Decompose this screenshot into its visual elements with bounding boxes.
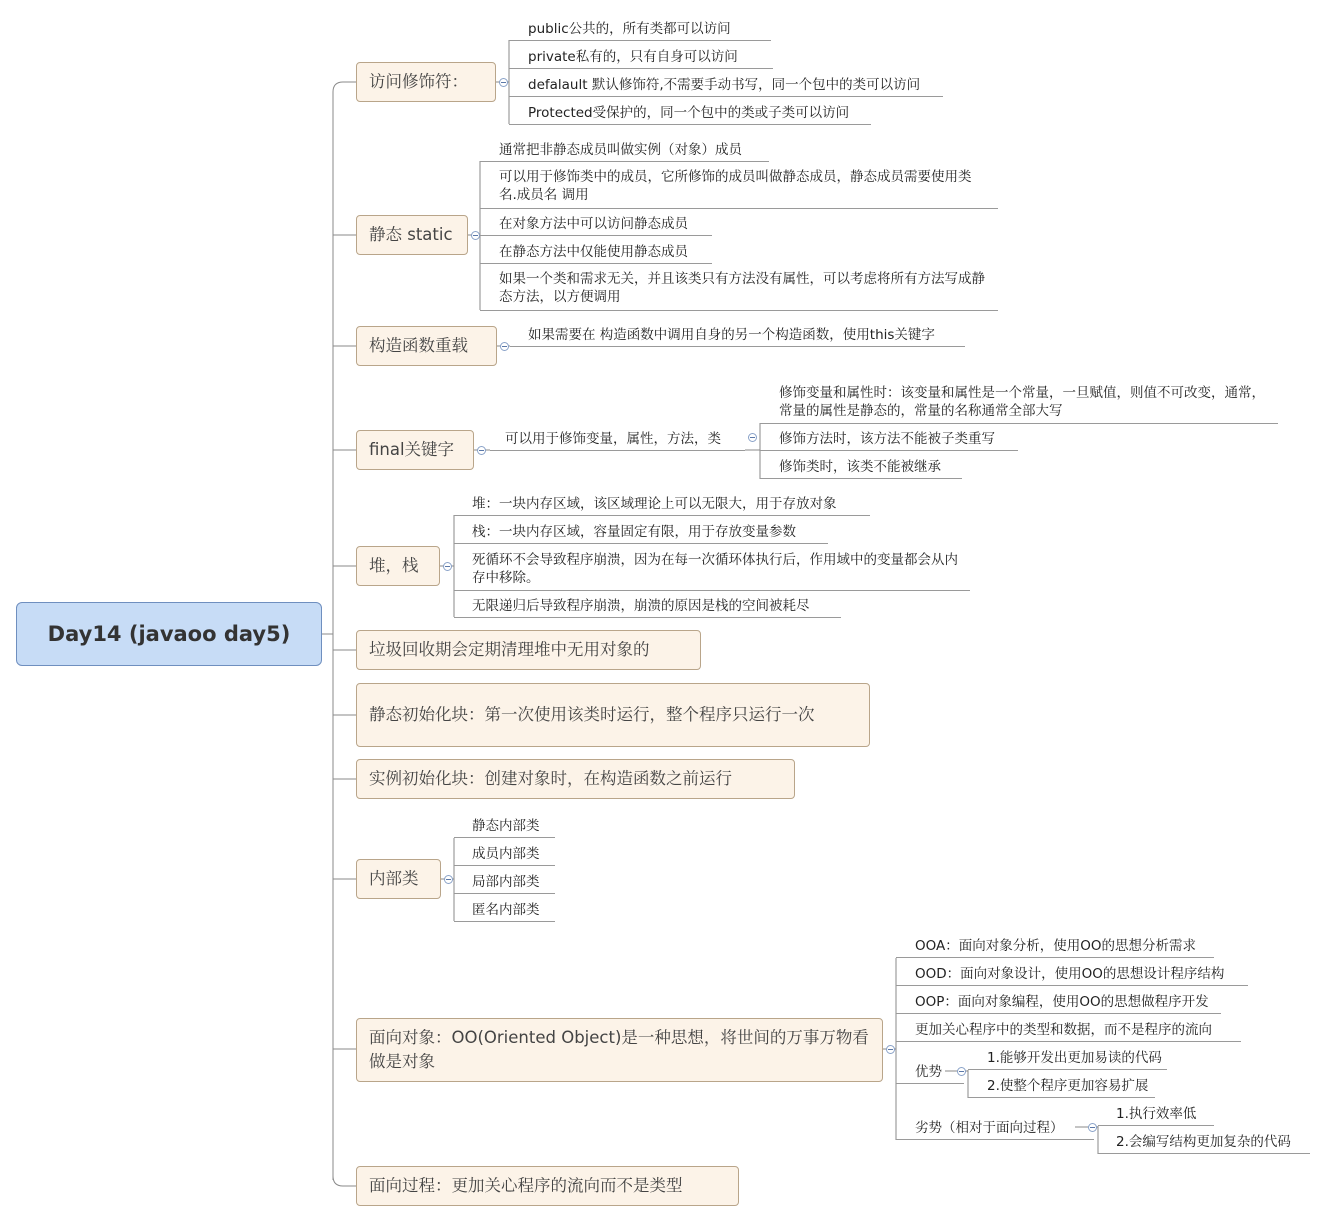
leaf-text: 1.能够开发出更加易读的代码 (987, 1050, 1162, 1066)
leaf-text: defalault 默认修饰符,不需要手动书写，同一个包中的类可以访问 (528, 77, 921, 93)
leaf-text: 如果一个类和需求无关，并且该类只有方法没有属性，可以考虑将所有方法写成静态方法，以方便调用 (499, 271, 985, 305)
leaf-text: 局部内部类 (472, 874, 540, 890)
leaf-infinite-recursion[interactable] (472, 597, 810, 615)
leaf-oo-focus[interactable] (915, 1021, 1212, 1039)
leaf-constructor-this[interactable] (528, 326, 935, 344)
leaf-advantage-1[interactable] (987, 1049, 1162, 1067)
collapse-toggle-icon[interactable] (748, 433, 757, 442)
leaf-text: OOD：面向对象设计，使用OO的思想设计程序结构 (915, 966, 1225, 982)
topic-procedure-oriented[interactable]: 面向过程：更加关心程序的流向而不是类型 (356, 1166, 739, 1206)
leaf-text: 无限递归后导致程序崩溃，崩溃的原因是栈的空间被耗尽 (472, 598, 810, 614)
leaf-default[interactable] (528, 76, 920, 94)
leaf-static-5[interactable] (499, 270, 985, 306)
collapse-toggle-icon[interactable] (886, 1045, 895, 1054)
leaf-oop[interactable] (915, 993, 1209, 1011)
leaf-text: 匿名内部类 (472, 902, 540, 918)
leaf-disadvantage-2[interactable] (1116, 1133, 1291, 1151)
leaf-disadvantage-1[interactable] (1116, 1105, 1196, 1123)
leaf-heap[interactable] (472, 495, 837, 513)
collapse-toggle-icon[interactable] (471, 231, 480, 240)
leaf-text: 死循环不会导致程序崩溃，因为在每一次循环体执行后，作用域中的变量都会从内存中移除。 (472, 552, 958, 586)
leaf-text: 优势 (915, 1064, 942, 1080)
leaf-infinite-loop[interactable] (472, 551, 958, 587)
leaf-text: OOA：面向对象分析，使用OO的思想分析需求 (915, 938, 1197, 954)
collapse-toggle-icon[interactable] (444, 875, 453, 884)
leaf-text: 修饰变量和属性时：该变量和属性是一个常量，一旦赋值，则值不可改变，通常，常量的属性是静态的，常量的名称通常全部大写 (779, 385, 1265, 419)
topic-gc[interactable]: 垃圾回收期会定期清理堆中无用对象的 (356, 630, 701, 670)
leaf-text: 静态内部类 (472, 818, 540, 834)
leaf-text: 在对象方法中可以访问静态成员 (499, 216, 688, 232)
leaf-text: 修饰类时，该类不能被继承 (779, 459, 941, 475)
leaf-inner-member[interactable] (472, 845, 540, 863)
leaf-text: 修饰方法时，该方法不能被子类重写 (779, 431, 995, 447)
topic-static[interactable]: 静态 static (356, 215, 468, 255)
leaf-ooa[interactable] (915, 937, 1196, 955)
leaf-text: 在静态方法中仅能使用静态成员 (499, 244, 688, 260)
leaf-inner-static[interactable] (472, 817, 540, 835)
collapse-toggle-icon[interactable] (957, 1067, 966, 1076)
leaf-static-2[interactable] (499, 168, 985, 204)
leaf-text: 堆：一块内存区域，该区域理论上可以无限大，用于存放对象 (472, 496, 837, 512)
leaf-text: 如果需要在 构造函数中调用自身的另一个构造函数，使用this关键字 (528, 327, 935, 343)
leaf-ood[interactable] (915, 965, 1224, 983)
topic-constructor-overload[interactable]: 构造函数重载 (356, 326, 497, 366)
collapse-toggle-icon[interactable] (1088, 1123, 1097, 1132)
leaf-text: 2.会编写结构更加复杂的代码 (1116, 1134, 1291, 1150)
leaf-text: private私有的，只有自身可以访问 (528, 49, 738, 65)
leaf-inner-anonymous[interactable] (472, 901, 540, 919)
leaf-protected[interactable] (528, 104, 849, 122)
topic-access-modifiers[interactable]: 访问修饰符： (356, 62, 496, 102)
leaf-text: 更加关心程序中的类型和数据，而不是程序的流向 (915, 1022, 1212, 1038)
topic-heap-stack[interactable]: 堆，栈 (356, 546, 440, 586)
leaf-text: 1.执行效率低 (1116, 1106, 1197, 1122)
leaf-text: Protected受保护的，同一个包中的类或子类可以访问 (528, 105, 850, 121)
leaf-static-3[interactable] (499, 215, 688, 233)
leaf-public[interactable] (528, 20, 731, 38)
leaf-static-4[interactable] (499, 243, 688, 261)
leaf-text: 2.使整个程序更加容易扩展 (987, 1078, 1149, 1094)
leaf-private[interactable] (528, 48, 738, 66)
leaf-text: 可以用于修饰变量，属性，方法，类 (505, 431, 721, 447)
leaf-final-usage[interactable] (505, 430, 721, 448)
topic-inner-class[interactable]: 内部类 (356, 859, 441, 899)
leaf-text: 可以用于修饰类中的成员，它所修饰的成员叫做静态成员，静态成员需要使用类名.成员名 调用 (499, 169, 972, 203)
topic-object-oriented[interactable]: 面向对象：OO(Oriented Object)是一种思想，将世间的万事万物看做是对象 (356, 1018, 883, 1082)
leaf-final-variable[interactable] (779, 384, 1265, 420)
leaf-text: 栈：一块内存区域，容量固定有限，用于存放变量参数 (472, 524, 796, 540)
leaf-text: OOP：面向对象编程，使用OO的思想做程序开发 (915, 994, 1209, 1010)
leaf-static-1[interactable] (499, 141, 742, 159)
leaf-advantage[interactable] (915, 1063, 942, 1081)
topic-instance-init-block[interactable]: 实例初始化块：创建对象时，在构造函数之前运行 (356, 759, 795, 799)
root-topic[interactable]: Day14 (javaoo day5) (16, 602, 322, 666)
leaf-stack[interactable] (472, 523, 796, 541)
leaf-final-method[interactable] (779, 430, 995, 448)
leaf-advantage-2[interactable] (987, 1077, 1148, 1095)
topic-static-init-block[interactable]: 静态初始化块：第一次使用该类时运行，整个程序只运行一次 (356, 683, 870, 747)
leaf-text: 成员内部类 (472, 846, 540, 862)
leaf-text: 通常把非静态成员叫做实例（对象）成员 (499, 142, 742, 158)
topic-final[interactable]: final关键字 (356, 430, 474, 470)
collapse-toggle-icon[interactable] (500, 342, 509, 351)
leaf-inner-local[interactable] (472, 873, 540, 891)
collapse-toggle-icon[interactable] (443, 562, 452, 571)
leaf-final-class[interactable] (779, 458, 941, 476)
leaf-text: public公共的，所有类都可以访问 (528, 21, 731, 37)
leaf-text: 劣势（相对于面向过程） (915, 1120, 1064, 1136)
leaf-disadvantage[interactable] (915, 1119, 1064, 1137)
collapse-toggle-icon[interactable] (477, 446, 486, 455)
collapse-toggle-icon[interactable] (499, 78, 508, 87)
